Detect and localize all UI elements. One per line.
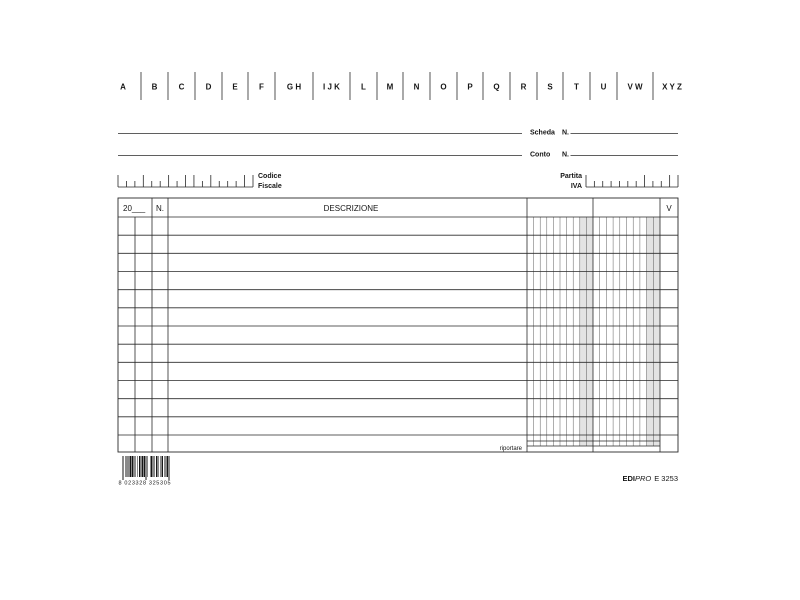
index-tab-u: U bbox=[600, 82, 607, 92]
index-tab-a: A bbox=[120, 82, 126, 92]
index-tab-b: B bbox=[151, 82, 158, 92]
index-tab-d: D bbox=[205, 82, 212, 92]
index-tab-l: L bbox=[361, 82, 366, 92]
index-tab-t: T bbox=[574, 82, 579, 92]
index-tab-vw: V W bbox=[627, 82, 643, 92]
barcode-digits: 8 023328 325305 bbox=[118, 480, 171, 487]
column-header-description: DESCRIZIONE bbox=[323, 204, 379, 213]
codice-fiscale-label-line2: Fiscale bbox=[258, 183, 282, 190]
index-tab-c: C bbox=[178, 82, 185, 92]
index-tab-m: M bbox=[386, 82, 394, 92]
index-tab-r: R bbox=[520, 82, 527, 92]
column-header-number: N. bbox=[156, 204, 164, 213]
scheda-label: Scheda bbox=[530, 129, 555, 137]
index-tab-gh: G H bbox=[286, 82, 302, 92]
scheda-number-label: N. bbox=[562, 129, 569, 137]
index-tab-o: O bbox=[440, 82, 447, 92]
column-header-year: 20___ bbox=[123, 204, 146, 213]
carry-forward-label: riportare bbox=[499, 446, 522, 452]
index-tab-s: S bbox=[547, 82, 553, 92]
brand-product-code bbox=[622, 474, 678, 483]
product-code: E 3253 bbox=[654, 474, 678, 483]
partita-iva-label-line2: IVA bbox=[570, 183, 582, 190]
index-tab-ijk: I J K bbox=[323, 82, 340, 92]
index-tab-n: N bbox=[413, 82, 420, 92]
column-header-check: V bbox=[666, 204, 672, 213]
brand-edi: EDI bbox=[622, 474, 635, 483]
codice-fiscale-label-line1: Codice bbox=[258, 173, 282, 180]
index-tab-e: E bbox=[232, 82, 238, 92]
index-tab-xyz: X Y Z bbox=[662, 82, 682, 92]
conto-number-label: N. bbox=[562, 151, 569, 159]
partita-iva-label-line1: Partita bbox=[560, 173, 582, 180]
index-tab-p: P bbox=[467, 82, 473, 92]
index-tab-f: F bbox=[259, 82, 264, 92]
brand-pro: PRO bbox=[634, 474, 652, 483]
conto-label: Conto bbox=[530, 151, 551, 159]
index-tab-q: Q bbox=[493, 82, 500, 92]
